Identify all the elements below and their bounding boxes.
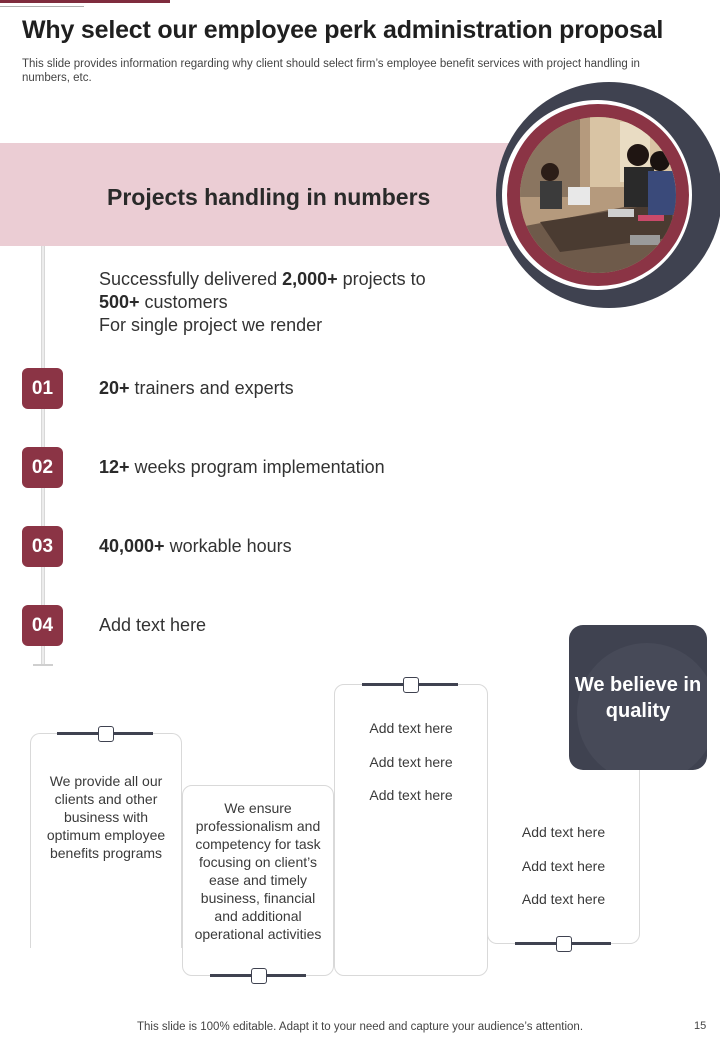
stat-row-03: 40,000+ workable hours [99,536,292,556]
band-title: Projects handling in numbers [107,184,431,210]
card-4-item-1: Add text here [521,824,606,840]
page-title: Why select our employee perk administration proposal [22,16,664,44]
page-subtitle: This slide provides information regarding why client should select firm’s employee benefit services with project handling in numbers, etc. [22,58,640,84]
card-4-item-3: Add text here [521,891,606,907]
top-thin-rule [0,6,84,7]
card-3-item-2: Add text here [369,754,453,770]
quality-text: We believe in quality [574,674,702,722]
stat-row-01: 20+ trainers and experts [99,378,294,398]
card-1-text: We provide all our clients and other business with optimum employee benefits programs [46,773,166,861]
footer-note: This slide is 100% editable. Adapt it to your need and capture your audience’s attention. [136,1021,584,1033]
card-4-knob [556,936,572,952]
card-3-knob [403,677,419,693]
number-badge-04: 04 [22,605,63,646]
intro-text: Successfully delivered 2,000+ projects to 500+ customers For single project we render [99,269,426,335]
number-badge-01: 01 [22,368,63,409]
stat-row-02: 12+ weeks program implementation [99,457,385,477]
top-accent-rule [0,0,170,3]
card-1-knob [98,726,114,742]
quality-box [569,625,707,770]
meeting-photo [520,117,676,273]
page-number: 15 [694,1020,707,1032]
timeline-end-cap [33,664,53,666]
card-3-item-3: Add text here [369,787,453,803]
card-4 [487,770,640,944]
number-badge-02: 02 [22,447,63,488]
card-2-knob [251,968,267,984]
card-2-text: We ensure professionalism and competency for task focusing on client’s ease and timely business, financial and additional operational activities [194,800,322,942]
stat-row-04: Add text here [99,615,207,635]
card-4-item-2: Add text here [521,858,606,874]
card-3-item-1: Add text here [369,720,453,736]
number-badge-03: 03 [22,526,63,567]
